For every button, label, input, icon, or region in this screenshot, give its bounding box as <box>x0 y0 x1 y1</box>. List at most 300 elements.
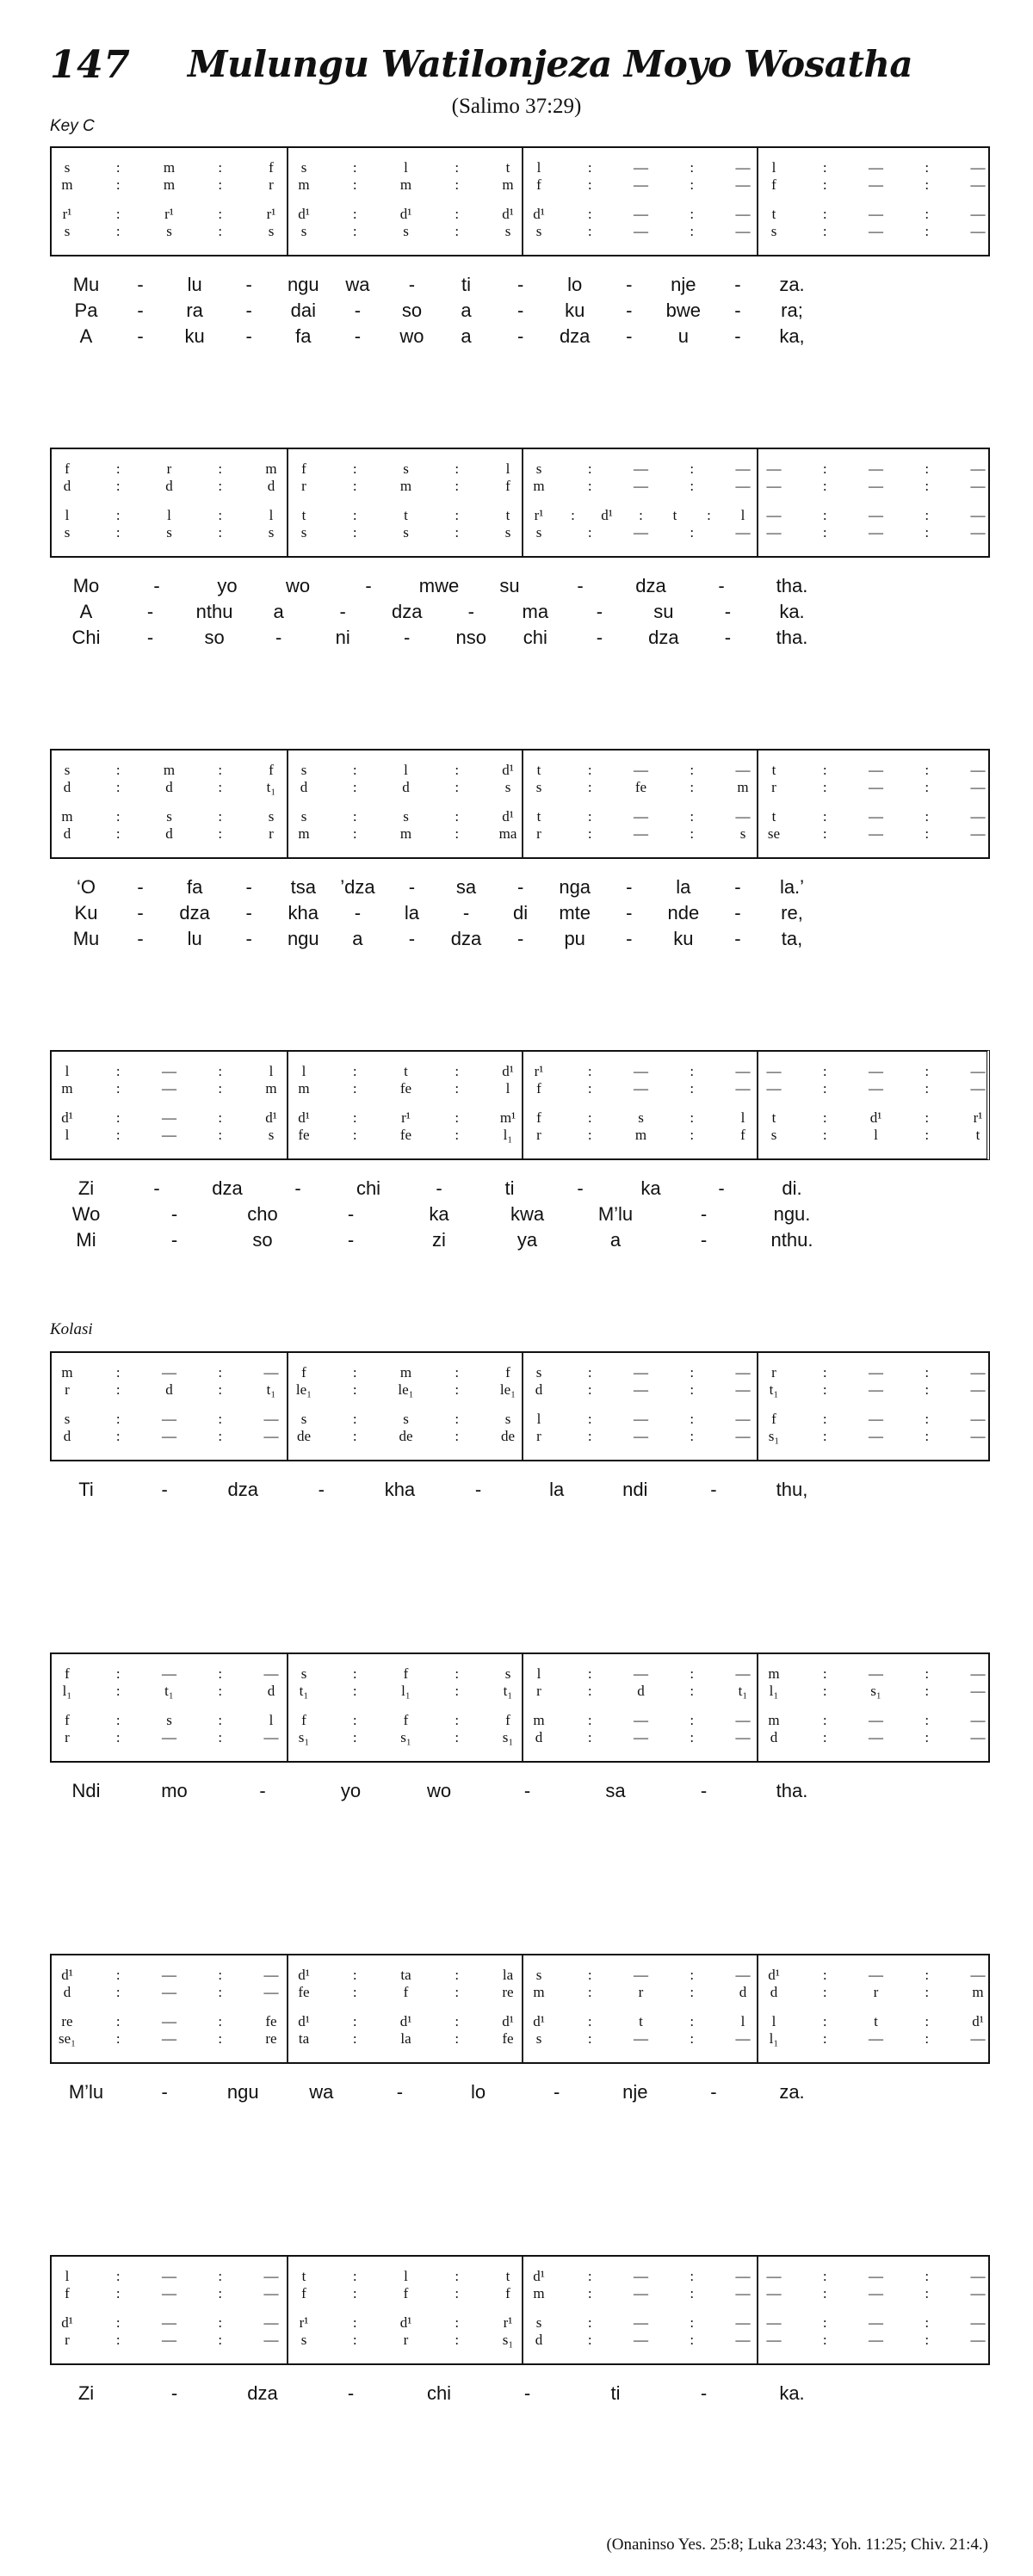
voice-part <box>52 1381 287 1399</box>
solfa-note: — <box>735 2268 751 2284</box>
solfa-note: — <box>869 478 883 494</box>
solfa-note: d¹ <box>61 2314 73 2331</box>
solfa-note: m <box>163 159 176 176</box>
lyric-syllable: lu <box>187 928 202 949</box>
lyric-line <box>0 1479 1033 1503</box>
beat-separator: : <box>690 1080 695 1096</box>
beat-separator: : <box>218 825 223 842</box>
voice-part <box>523 523 758 542</box>
solfa-note: — <box>970 1729 986 1745</box>
lyric-syllable: a <box>461 300 472 321</box>
solfa-note: — <box>766 460 782 477</box>
voice-part <box>288 761 523 780</box>
beat-separator: : <box>115 1984 121 2000</box>
solfa-system-1 <box>50 146 990 256</box>
solfa-note: — <box>162 2013 176 2029</box>
solfa-note: l <box>740 2013 745 2029</box>
solfa-note: — <box>869 2268 883 2284</box>
voice-part <box>52 761 287 780</box>
solfa-note: se₁ <box>58 2030 77 2047</box>
solfa-note: d <box>165 779 173 795</box>
beat-separator: : <box>690 1428 695 1444</box>
beat-separator: : <box>925 1364 930 1381</box>
syllable-hyphen: - <box>153 575 160 596</box>
lyric-syllable: ra <box>186 300 203 321</box>
beat-separator: : <box>455 762 460 778</box>
lyric-syllable: ku <box>673 928 694 949</box>
voice-part <box>52 205 287 224</box>
syllable-hyphen: - <box>467 601 474 622</box>
syllable-hyphen: - <box>724 627 732 648</box>
beat-separator: : <box>455 1683 460 1699</box>
lyric-syllable: Wo <box>71 1203 101 1225</box>
solfa-note: — <box>634 1080 648 1096</box>
voice-part <box>52 1728 287 1747</box>
solfa-note: s₁ <box>298 1729 310 1745</box>
beat-separator: : <box>115 762 121 778</box>
beat-separator: : <box>352 1665 357 1682</box>
beat-separator: : <box>352 206 357 222</box>
beat-separator: : <box>690 825 695 842</box>
solfa-note: l₁ <box>62 1683 72 1699</box>
voice-part <box>758 176 993 195</box>
voice-part <box>523 222 758 241</box>
syllable-hyphen: - <box>436 1177 442 1199</box>
solfa-note: m <box>399 1364 412 1381</box>
solfa-note: — <box>869 1364 883 1381</box>
beat-separator: : <box>587 1665 592 1682</box>
solfa-note: l <box>536 1665 541 1682</box>
lyric-syllable: so <box>204 627 225 648</box>
voice-part <box>523 1728 758 1747</box>
solfa-note: d <box>267 1683 275 1699</box>
beat-separator: : <box>352 2268 357 2284</box>
beat-separator: : <box>822 1381 827 1398</box>
solfa-note: — <box>735 1381 751 1398</box>
solfa-note: s <box>535 524 542 541</box>
beat-separator: : <box>352 2030 357 2047</box>
beat-separator: : <box>455 2013 460 2029</box>
lyric-syllable: dza <box>648 627 679 648</box>
beat-separator: : <box>925 762 930 778</box>
solfa-note: d <box>63 478 71 494</box>
syllable-hyphen: - <box>318 1479 325 1500</box>
lyric-syllable: M’lu <box>597 1203 634 1225</box>
solfa-note: — <box>263 2268 279 2284</box>
solfa-note: s <box>535 223 542 239</box>
beat-separator: : <box>925 1411 930 1427</box>
beat-separator: : <box>352 176 357 193</box>
lyric-syllable: ni <box>335 627 350 648</box>
syllable-hyphen: - <box>577 575 584 596</box>
voice-part <box>52 1062 287 1081</box>
solfa-note: l <box>404 762 408 778</box>
measure <box>757 1353 993 1460</box>
voice-part <box>758 1079 993 1098</box>
beat-separator: : <box>587 1984 592 2000</box>
solfa-note: s₁ <box>870 1683 881 1699</box>
solfa-note: t₁ <box>164 1683 174 1699</box>
beat-separator: : <box>352 1364 357 1381</box>
beat-separator: : <box>352 808 357 825</box>
beat-separator: : <box>115 825 121 842</box>
voice-part <box>52 1983 287 2002</box>
syllable-hyphen: - <box>516 928 524 949</box>
syllable-hyphen: - <box>474 1479 482 1500</box>
beat-separator: : <box>925 176 930 193</box>
lyric-syllable: Chi <box>71 627 101 648</box>
solfa-note: l <box>536 1411 541 1427</box>
beat-separator: : <box>587 223 592 239</box>
solfa-note: s₁ <box>400 1729 411 1745</box>
beat-separator: : <box>352 2013 357 2029</box>
beat-separator: : <box>218 2268 223 2284</box>
solfa-note: — <box>970 825 986 842</box>
beat-separator: : <box>218 2285 223 2301</box>
solfa-note: d <box>739 1984 747 2000</box>
solfa-note: — <box>970 1063 986 1079</box>
solfa-note: s <box>504 1665 511 1682</box>
syllable-hyphen: - <box>516 325 524 347</box>
solfa-system-5 <box>50 1351 990 1461</box>
syllable-hyphen: - <box>724 601 732 622</box>
solfa-note: m <box>533 1712 545 1728</box>
lyric-syllable: ku <box>565 300 585 321</box>
beat-separator: : <box>587 159 592 176</box>
beat-separator: : <box>690 1411 695 1427</box>
lyric-syllable: dza <box>635 575 666 596</box>
solfa-note: — <box>970 1967 986 1983</box>
voice-part <box>52 1109 287 1127</box>
solfa-note: s <box>535 2314 542 2331</box>
solfa-note: — <box>735 1729 751 1745</box>
solfa-note: d <box>300 779 308 795</box>
solfa-note: m <box>61 1364 73 1381</box>
voice-part <box>288 1381 523 1399</box>
voice-part <box>758 2029 993 2048</box>
syllable-hyphen: - <box>339 601 346 622</box>
solfa-note: f <box>505 1712 510 1728</box>
voice-part <box>288 205 523 224</box>
voice-part <box>523 2029 758 2048</box>
beat-separator: : <box>690 2268 695 2284</box>
solfa-note: f <box>536 1109 541 1126</box>
lyric-syllable: nga <box>559 876 591 898</box>
measure <box>757 148 993 255</box>
beat-separator: : <box>218 1967 223 1983</box>
lyric-syllable: za. <box>779 2081 805 2103</box>
voice-part <box>52 1427 287 1446</box>
syllable-hyphen: - <box>137 274 144 295</box>
beat-separator: : <box>587 808 592 825</box>
solfa-note: d <box>63 825 71 842</box>
lyric-syllable: Mi <box>76 1229 96 1251</box>
beat-separator: : <box>925 1665 930 1682</box>
solfa-note: d <box>63 1984 71 2000</box>
beat-separator: : <box>587 460 592 477</box>
beat-separator: : <box>925 1729 930 1745</box>
lyric-syllable: Pa <box>74 300 98 321</box>
syllable-hyphen: - <box>170 1203 178 1225</box>
voice-part <box>758 1410 993 1429</box>
solfa-note: — <box>970 159 986 176</box>
solfa-note: — <box>634 1665 648 1682</box>
solfa-note: t₁ <box>266 1381 276 1398</box>
lyric-syllable: Zi <box>77 2382 95 2404</box>
solfa-note: ma <box>498 825 517 842</box>
beat-separator: : <box>587 825 592 842</box>
solfa-note: le₁ <box>398 1381 414 1398</box>
solfa-note: fe <box>399 1080 412 1096</box>
solfa-note: d <box>535 2332 543 2348</box>
solfa-note: — <box>970 779 986 795</box>
lyric-syllable: nthu <box>195 601 233 622</box>
solfa-note: le₁ <box>499 1381 516 1398</box>
voice-part <box>288 2313 523 2332</box>
lyric-syllable: ti <box>504 1177 515 1199</box>
solfa-system-4 <box>50 1050 990 1160</box>
solfa-note: — <box>263 1665 279 1682</box>
solfa-note: — <box>263 2285 279 2301</box>
solfa-note: — <box>735 460 751 477</box>
solfa-note: d¹ <box>502 2013 514 2029</box>
voice-part <box>52 807 287 826</box>
beat-separator: : <box>352 1428 357 1444</box>
beat-separator: : <box>925 1984 930 2000</box>
solfa-note: — <box>970 1080 986 1096</box>
solfa-note: — <box>970 2268 986 2284</box>
solfa-note: d¹ <box>502 206 514 222</box>
lyric-syllable: dai <box>290 300 316 321</box>
solfa-note: m <box>163 762 176 778</box>
measure <box>757 1955 993 2062</box>
lyric-syllable: u <box>677 325 689 347</box>
voice-part <box>52 1682 287 1701</box>
beat-separator: : <box>925 779 930 795</box>
beat-separator: : <box>587 524 592 541</box>
solfa-note: f <box>301 460 306 477</box>
solfa-note: — <box>970 1712 986 1728</box>
beat-separator: : <box>822 1665 827 1682</box>
beat-separator: : <box>587 176 592 193</box>
beat-separator: : <box>218 2013 223 2029</box>
beat-separator: : <box>115 159 121 176</box>
beat-separator: : <box>690 478 695 494</box>
solfa-note: — <box>162 1063 176 1079</box>
beat-separator: : <box>115 507 121 523</box>
beat-separator: : <box>455 478 460 494</box>
beat-separator: : <box>925 1683 930 1699</box>
solfa-note: — <box>970 1683 986 1699</box>
voice-part <box>523 477 758 496</box>
voice-part <box>52 1410 287 1429</box>
solfa-note: — <box>162 1967 176 1983</box>
syllable-hyphen: - <box>294 1177 301 1199</box>
solfa-note: — <box>735 1967 751 1983</box>
measure <box>287 1955 523 2062</box>
beat-separator: : <box>925 1967 930 1983</box>
voice-part <box>288 778 523 797</box>
syllable-hyphen: - <box>146 601 154 622</box>
beat-separator: : <box>925 825 930 842</box>
beat-separator: : <box>218 460 223 477</box>
solfa-note: s <box>166 223 172 239</box>
beat-separator: : <box>455 1063 460 1079</box>
solfa-system-6 <box>50 1652 990 1763</box>
beat-separator: : <box>115 1729 121 1745</box>
voice-part <box>758 2331 993 2350</box>
voice-part <box>52 2012 287 2031</box>
beat-separator: : <box>352 507 357 523</box>
beat-separator: : <box>455 507 460 523</box>
solfa-note: fe <box>298 1127 310 1143</box>
solfa-note: le₁ <box>295 1381 312 1398</box>
syllable-hyphen: - <box>734 300 741 321</box>
beat-separator: : <box>218 762 223 778</box>
syllable-hyphen: - <box>137 300 144 321</box>
lyric-syllable: thu, <box>776 1479 808 1500</box>
lyric-syllable: ta, <box>781 928 803 949</box>
syllable-hyphen: - <box>596 601 603 622</box>
solfa-note: — <box>735 1364 751 1381</box>
solfa-system-8 <box>50 2255 990 2365</box>
beat-separator: : <box>690 1063 695 1079</box>
syllable-hyphen: - <box>718 575 725 596</box>
solfa-note: r <box>65 1729 70 1745</box>
solfa-note: — <box>634 2332 648 2348</box>
voice-part <box>523 1363 758 1382</box>
lyric-syllable: ku <box>184 325 205 347</box>
lyric-line <box>0 300 1033 324</box>
lyric-syllable: lo <box>567 274 583 295</box>
voice-part <box>758 825 993 843</box>
voice-part <box>288 1682 523 1701</box>
solfa-note: ta <box>298 2030 310 2047</box>
voice-part <box>52 176 287 195</box>
lyric-syllable: wo <box>285 575 311 596</box>
solfa-note: — <box>735 1063 751 1079</box>
solfa-note: d <box>535 1381 543 1398</box>
solfa-note: — <box>634 1411 648 1427</box>
solfa-note: d¹ <box>298 1967 310 1983</box>
beat-separator: : <box>587 1712 592 1728</box>
solfa-note: — <box>766 1080 782 1096</box>
solfa-note: re <box>61 2013 73 2029</box>
lyric-line <box>0 1203 1033 1227</box>
syllable-hyphen: - <box>516 274 524 295</box>
solfa-note: r¹ <box>299 2314 309 2331</box>
measure <box>287 449 523 556</box>
solfa-note: r¹ <box>164 206 174 222</box>
voice-part <box>523 825 758 843</box>
solfa-note: — <box>634 223 648 239</box>
beat-separator: : <box>115 524 121 541</box>
lyric-syllable: so <box>252 1229 273 1251</box>
solfa-note: s <box>300 762 307 778</box>
lyric-syllable: M’lu <box>68 2081 104 2103</box>
lyric-syllable: ka, <box>779 325 805 347</box>
solfa-note: l₁ <box>401 1683 411 1699</box>
voice-part <box>758 761 993 780</box>
voice-part <box>758 1381 993 1399</box>
beat-separator: : <box>352 1712 357 1728</box>
solfa-note: t₁ <box>769 1381 779 1398</box>
solfa-note: r¹ <box>266 206 276 222</box>
solfa-note: — <box>735 1428 751 1444</box>
solfa-note: r <box>771 779 776 795</box>
voice-part <box>758 807 993 826</box>
beat-separator: : <box>218 808 223 825</box>
solfa-note: — <box>735 2285 751 2301</box>
solfa-note: l <box>65 507 70 523</box>
solfa-note: fe <box>399 1127 412 1143</box>
solfa-note: d¹ <box>502 762 514 778</box>
lyric-syllable: fa <box>295 325 312 347</box>
solfa-note: — <box>766 524 782 541</box>
beat-separator: : <box>690 1967 695 1983</box>
lyric-syllable: yo <box>217 575 238 596</box>
beat-separator: : <box>925 2314 930 2331</box>
measure <box>52 2257 287 2363</box>
beat-separator: : <box>455 1411 460 1427</box>
solfa-note: s <box>300 159 307 176</box>
syllable-hyphen: - <box>626 902 633 924</box>
beat-separator: : <box>115 176 121 193</box>
solfa-note: s <box>300 1411 307 1427</box>
beat-separator: : <box>455 159 460 176</box>
voice-part <box>523 1682 758 1701</box>
beat-separator: : <box>115 2013 121 2029</box>
solfa-note: t₁ <box>266 779 276 795</box>
solfa-note: — <box>634 1967 648 1983</box>
solfa-note: — <box>162 1729 176 1745</box>
syllable-hyphen: - <box>626 325 633 347</box>
beat-separator: : <box>218 524 223 541</box>
solfa-note: m <box>533 2285 545 2301</box>
solfa-note: — <box>869 779 883 795</box>
voice-part <box>758 158 993 177</box>
solfa-note: l <box>740 1109 745 1126</box>
solfa-note: t <box>301 507 306 523</box>
syllable-hyphen: - <box>137 325 144 347</box>
beat-separator: : <box>587 2285 592 2301</box>
voice-part <box>288 506 523 525</box>
solfa-note: l <box>301 1063 306 1079</box>
syllable-hyphen: - <box>626 300 633 321</box>
solfa-note: l₁ <box>503 1127 513 1143</box>
syllable-hyphen: - <box>245 274 252 295</box>
syllable-hyphen: - <box>137 902 144 924</box>
lyric-syllable: la.’ <box>779 876 805 898</box>
beat-separator: : <box>925 2285 930 2301</box>
solfa-note: — <box>634 206 648 222</box>
solfa-note: t <box>639 2013 643 2029</box>
voice-part <box>523 2267 758 2286</box>
solfa-note: — <box>869 2314 883 2331</box>
lyric-syllable: a <box>609 1229 622 1251</box>
key-label: Key C <box>50 117 95 135</box>
beat-separator: : <box>115 223 121 239</box>
lyric-syllable: ra; <box>781 300 803 321</box>
lyric-syllable: nde <box>667 902 700 924</box>
beat-separator: : <box>115 1381 121 1398</box>
beat-separator: : <box>352 1729 357 1745</box>
syllable-hyphen: - <box>153 1177 160 1199</box>
beat-separator: : <box>455 2314 460 2331</box>
beat-separator: : <box>587 478 592 494</box>
voice-part <box>758 1062 993 1081</box>
beat-separator: : <box>352 2285 357 2301</box>
